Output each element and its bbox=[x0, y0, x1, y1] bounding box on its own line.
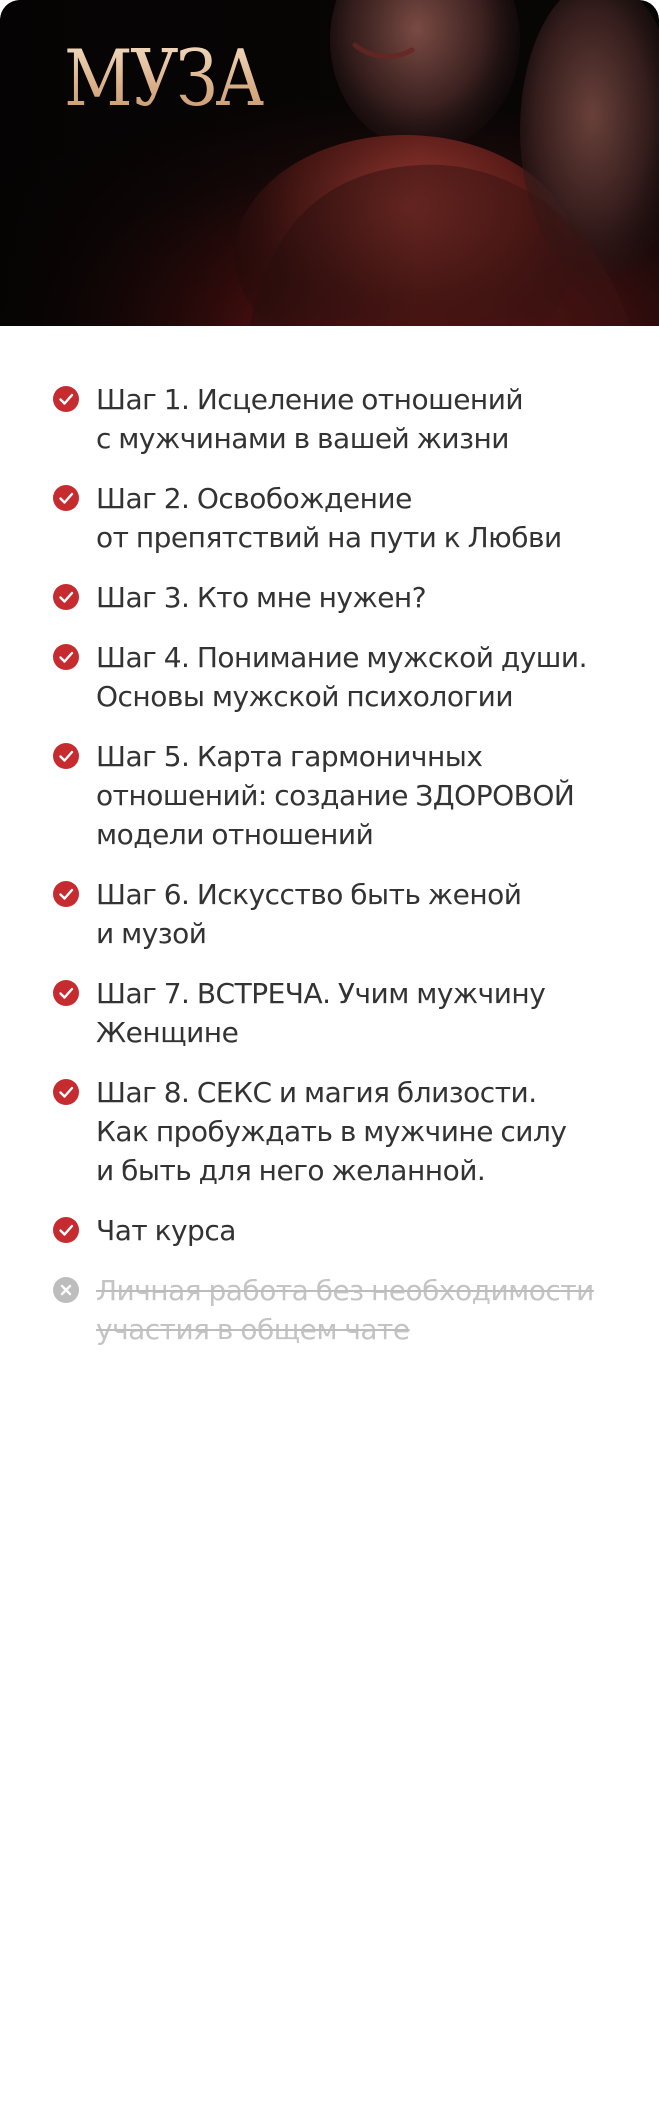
feature-text-line: Шаг 3. Кто мне нужен? bbox=[96, 581, 427, 614]
feature-text-line: Основы мужской психологии bbox=[96, 680, 514, 713]
feature-item-included bbox=[50, 974, 620, 1052]
check-circle-icon bbox=[53, 644, 79, 670]
feature-text-line: Шаг 8. СЕКС и магия близости. bbox=[96, 1076, 537, 1109]
feature-item-included bbox=[50, 638, 620, 716]
brand-logo: МУЗА bbox=[64, 34, 264, 124]
check-circle-icon bbox=[53, 584, 79, 610]
feature-text bbox=[96, 380, 620, 458]
check-circle-icon bbox=[53, 1079, 79, 1105]
check-circle-icon bbox=[53, 485, 79, 511]
cross-circle-icon bbox=[53, 1277, 79, 1303]
feature-text-line: Шаг 6. Искусство быть женой bbox=[96, 878, 522, 911]
check-circle-icon bbox=[53, 980, 79, 1006]
feature-item-included bbox=[50, 1211, 620, 1250]
feature-item-included bbox=[50, 1073, 620, 1190]
feature-item-included bbox=[50, 479, 620, 557]
feature-text bbox=[96, 638, 620, 716]
feature-text-line: Как пробуждать в мужчине силу bbox=[96, 1115, 567, 1148]
feature-text-line: Шаг 2. Освобождение bbox=[96, 482, 412, 515]
feature-text-line: Шаг 1. Исцеление отношений bbox=[96, 383, 524, 416]
check-circle-icon bbox=[53, 386, 79, 412]
feature-text-line: Шаг 4. Понимание мужской души. bbox=[96, 641, 588, 674]
feature-list bbox=[50, 380, 620, 1370]
feature-text-line: Шаг 7. ВСТРЕЧА. Учим мужчину bbox=[96, 977, 546, 1010]
feature-text bbox=[96, 1211, 620, 1250]
feature-item-included bbox=[50, 380, 620, 458]
feature-text-line: от препятствий на пути к Любви bbox=[96, 521, 562, 554]
feature-text-line: Женщине bbox=[96, 1016, 239, 1049]
check-circle-icon bbox=[53, 881, 79, 907]
feature-text bbox=[96, 479, 620, 557]
feature-item-included bbox=[50, 578, 620, 617]
feature-text-line: Чат курса bbox=[96, 1214, 236, 1247]
feature-item-excluded bbox=[50, 1271, 620, 1349]
hero-banner bbox=[0, 0, 659, 326]
feature-text bbox=[96, 1271, 620, 1349]
feature-text-line: участия в общем чате bbox=[96, 1313, 410, 1346]
feature-item-included bbox=[50, 875, 620, 953]
feature-item-included bbox=[50, 737, 620, 854]
feature-text-line: Шаг 5. Карта гармоничных bbox=[96, 740, 483, 773]
feature-text-line: модели отношений bbox=[96, 818, 374, 851]
feature-text-line: и быть для него желанной. bbox=[96, 1154, 486, 1187]
feature-text bbox=[96, 737, 620, 854]
check-circle-icon bbox=[53, 743, 79, 769]
feature-text-line: отношений: создание ЗДОРОВОЙ bbox=[96, 779, 575, 812]
feature-text bbox=[96, 578, 620, 617]
feature-text-line: с мужчинами в вашей жизни bbox=[96, 422, 509, 455]
feature-text bbox=[96, 875, 620, 953]
feature-text bbox=[96, 1073, 620, 1190]
check-circle-icon bbox=[53, 1217, 79, 1243]
feature-text bbox=[96, 974, 620, 1052]
feature-text-line: Личная работа без необходимости bbox=[96, 1274, 594, 1307]
feature-text-line: и музой bbox=[96, 917, 207, 950]
